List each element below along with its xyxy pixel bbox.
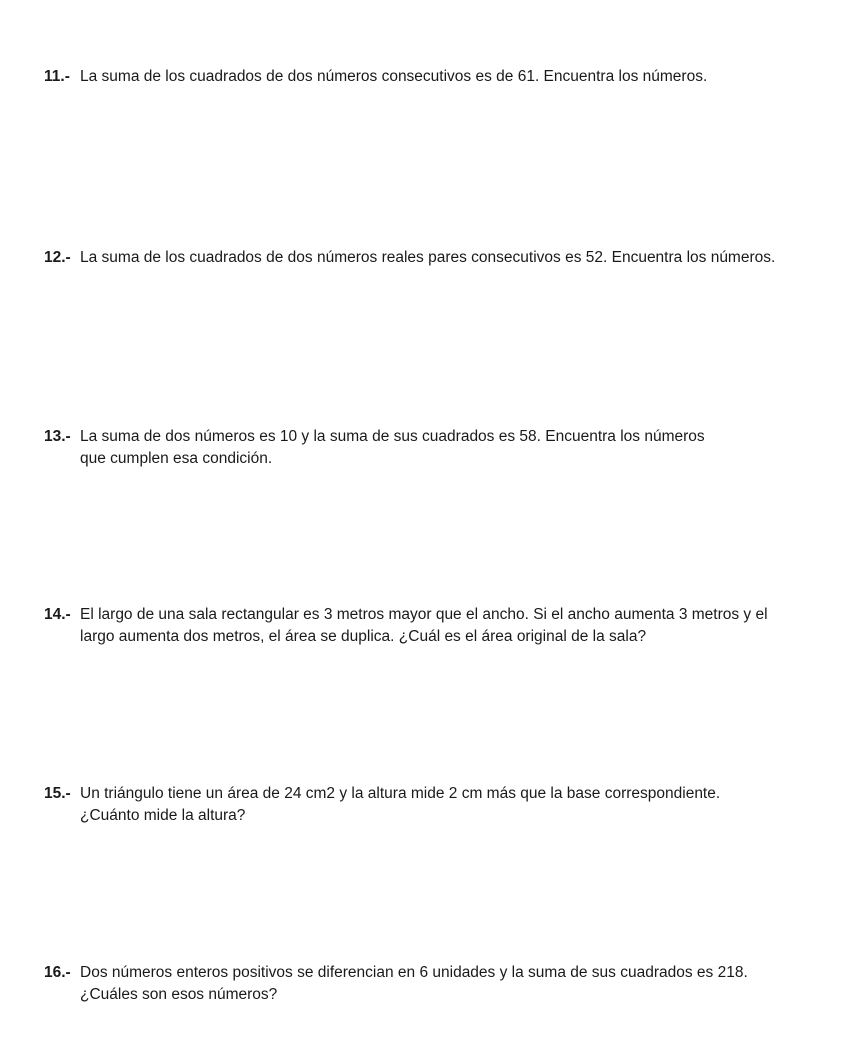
problem-number: 15.- <box>44 785 71 802</box>
problem-text-line: La suma de dos números es 10 y la suma de sus cuadrados es 58. Encuentra los números <box>80 428 705 445</box>
problem-number: 14.- <box>44 606 71 623</box>
problem-number: 11.- <box>44 68 70 85</box>
problem-15 <box>44 783 834 827</box>
problem-11 <box>44 66 834 88</box>
problem-text-line: Un triángulo tiene un área de 24 cm2 y la altura mide 2 cm más que la base correspondiente. <box>80 785 721 802</box>
problem-number: 16.- <box>44 964 71 981</box>
problem-text-line: largo aumenta dos metros, el área se duplica. ¿Cuál es el área original de la sala? <box>80 628 647 645</box>
problem-text-line: El largo de una sala rectangular es 3 metros mayor que el ancho. Si el ancho aumenta 3 metros y el <box>80 606 768 623</box>
problem-number: 12.- <box>44 249 71 266</box>
problem-text-line: La suma de los cuadrados de dos números consecutivos es de 61. Encuentra los números. <box>80 68 708 85</box>
problem-12 <box>44 247 834 269</box>
problem-13 <box>44 426 834 470</box>
problem-text-line: que cumplen esa condición. <box>80 450 273 467</box>
problem-number: 13.- <box>44 428 71 445</box>
problem-14 <box>44 604 834 648</box>
problem-text-line: ¿Cuáles son esos números? <box>80 986 278 1003</box>
problem-text-line: La suma de los cuadrados de dos números reales pares consecutivos es 52. Encuentra los números. <box>80 249 776 266</box>
problem-text-line: Dos números enteros positivos se diferencian en 6 unidades y la suma de sus cuadrados es 218. <box>80 964 748 981</box>
problem-16 <box>44 962 834 1006</box>
problem-text-line: ¿Cuánto mide la altura? <box>80 807 246 824</box>
